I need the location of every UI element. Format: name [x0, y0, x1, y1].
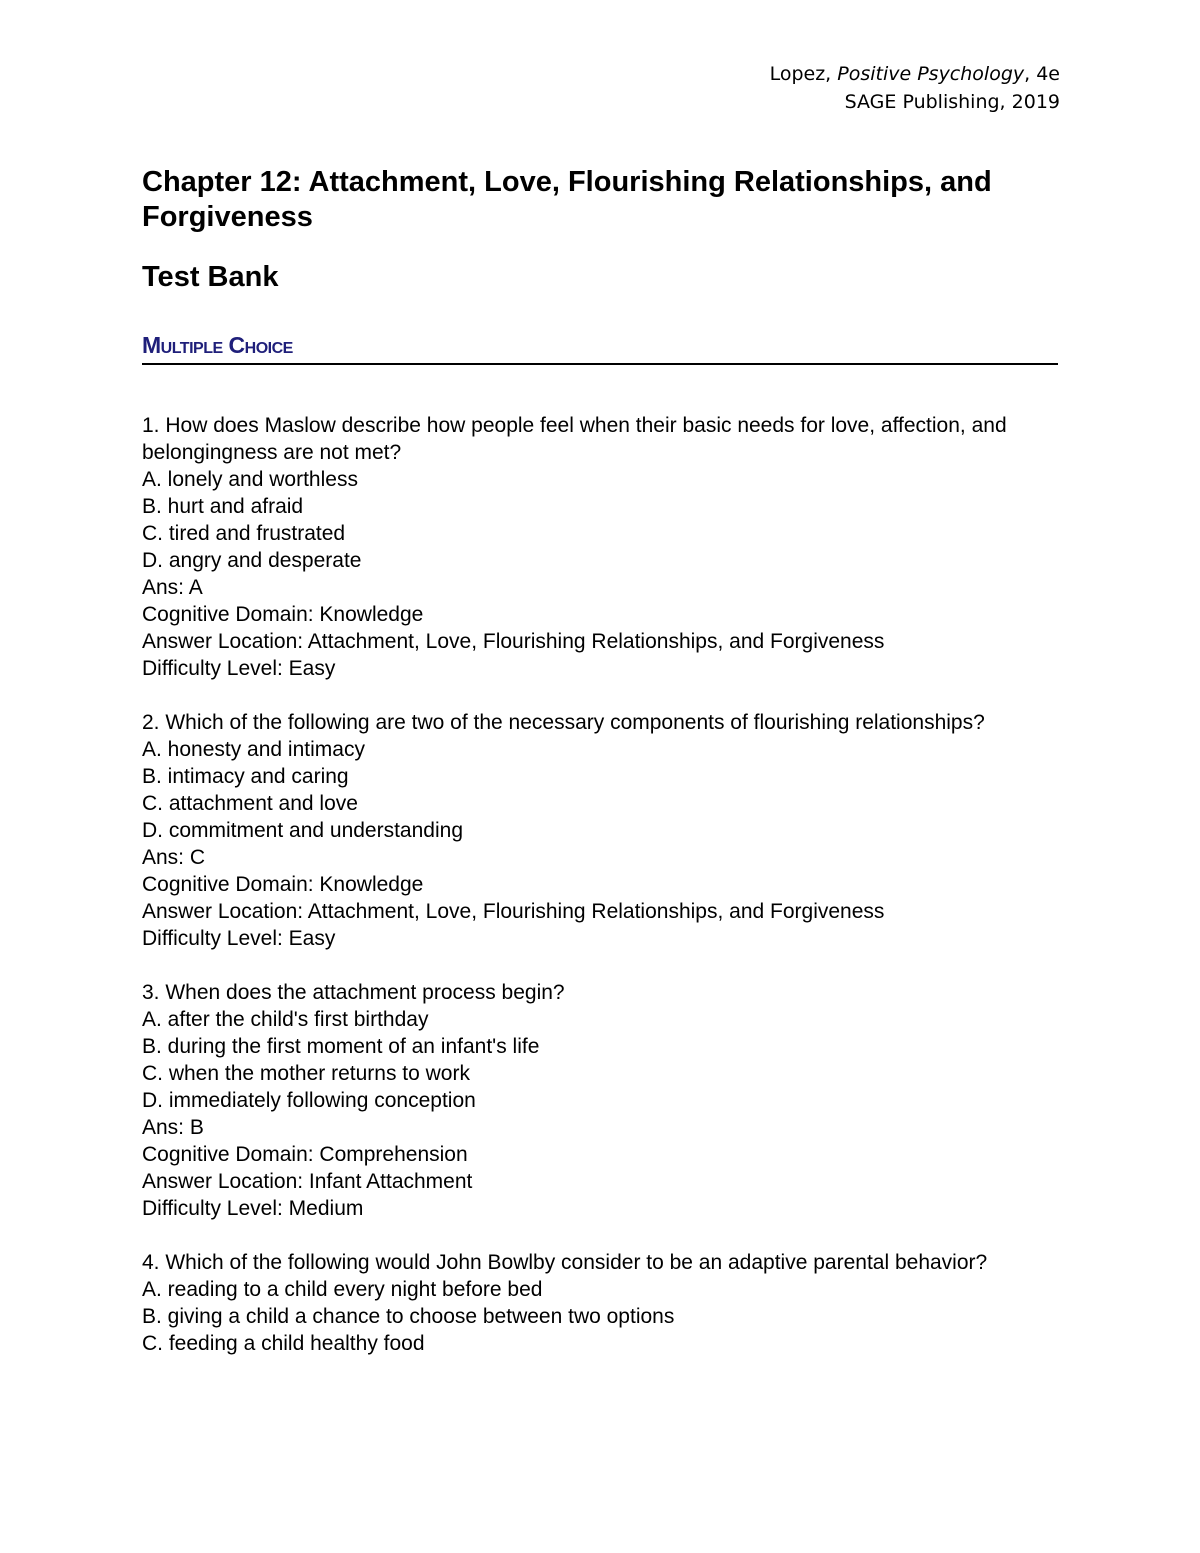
answer-option: D. commitment and understanding	[142, 819, 463, 842]
question-item	[142, 709, 1042, 952]
difficulty-level: Difficulty Level: Medium	[142, 1197, 364, 1220]
header-publisher: SAGE Publishing, 2019	[844, 91, 1060, 113]
answer-option: A. after the child's first birthday	[142, 1008, 429, 1031]
question-item	[142, 412, 1042, 682]
cognitive-domain: Cognitive Domain: Knowledge	[142, 603, 424, 626]
answer-location: Answer Location: Attachment, Love, Flourishing Relationships, and Forgiveness	[142, 630, 885, 653]
chapter-title: Chapter 12: Attachment, Love, Flourishing Relationships, and Forgiveness	[142, 166, 992, 233]
answer-key: Ans: C	[142, 846, 206, 869]
running-header	[770, 60, 1060, 116]
answer-location: Answer Location: Attachment, Love, Flourishing Relationships, and Forgiveness	[142, 900, 885, 923]
book-title: Positive Psychology	[837, 63, 1025, 85]
answer-key: Ans: B	[142, 1116, 204, 1139]
question-stem: 4. Which of the following would John Bowlby consider to be an adaptive parental behavior?	[142, 1251, 988, 1274]
answer-option: A. honesty and intimacy	[142, 738, 365, 761]
cognitive-domain: Cognitive Domain: Knowledge	[142, 873, 424, 896]
header-citation: Lopez, Positive Psychology, 4e	[769, 63, 1060, 85]
difficulty-level: Difficulty Level: Easy	[142, 657, 336, 680]
question-list	[142, 412, 1042, 1384]
answer-option: C. attachment and love	[142, 792, 358, 815]
answer-option: C. tired and frustrated	[142, 522, 346, 545]
answer-option: D. angry and desperate	[142, 549, 362, 572]
answer-option: C. feeding a child healthy food	[142, 1332, 425, 1355]
question-stem: 3. When does the attachment process begin?	[142, 981, 565, 1004]
answer-option: B. giving a child a chance to choose between two options	[142, 1305, 675, 1328]
question-item	[142, 1249, 1042, 1357]
answer-option: B. intimacy and caring	[142, 765, 349, 788]
question-stem: 2. Which of the following are two of the necessary components of flourishing relationships?	[142, 711, 985, 734]
question-stem: 1. How does Maslow describe how people feel when their basic needs for love, affection, and belongingness are not met?	[142, 414, 1007, 464]
answer-location: Answer Location: Infant Attachment	[142, 1170, 473, 1193]
question-item	[142, 979, 1042, 1222]
answer-option: C. when the mother returns to work	[142, 1062, 470, 1085]
answer-key: Ans: A	[142, 576, 203, 599]
section-label: Multiple Choice	[142, 332, 293, 358]
document-subtitle: Test Bank	[142, 261, 279, 293]
answer-option: B. during the first moment of an infant's life	[142, 1035, 540, 1058]
cognitive-domain: Cognitive Domain: Comprehension	[142, 1143, 468, 1166]
answer-option: A. lonely and worthless	[142, 468, 358, 491]
answer-option: D. immediately following conception	[142, 1089, 476, 1112]
answer-option: A. reading to a child every night before bed	[142, 1278, 543, 1301]
section-heading	[142, 330, 1058, 365]
difficulty-level: Difficulty Level: Easy	[142, 927, 336, 950]
answer-option: B. hurt and afraid	[142, 495, 304, 518]
